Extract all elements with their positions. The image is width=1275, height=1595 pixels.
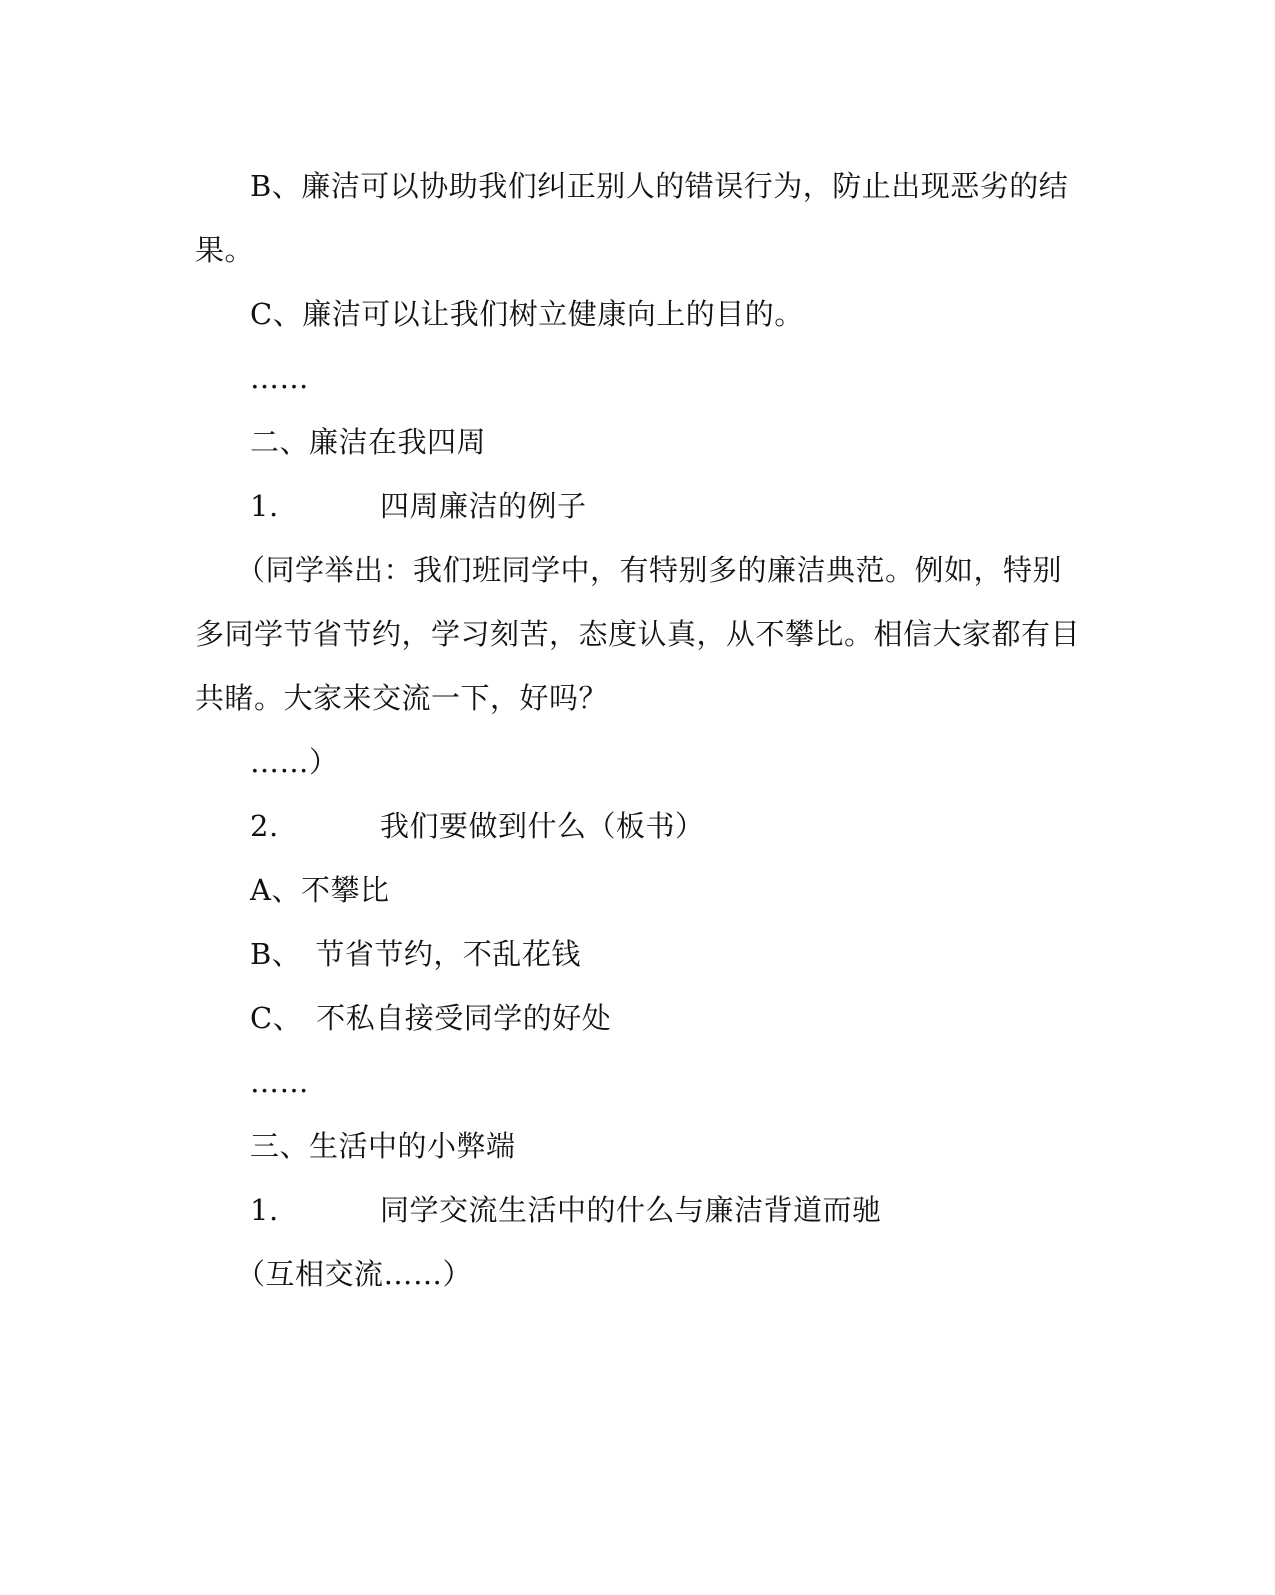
paragraph-option-b bbox=[250, 154, 1130, 218]
list-number: 1. bbox=[250, 1193, 279, 1227]
list-item-1 bbox=[250, 474, 1130, 538]
text-line: …… bbox=[250, 361, 309, 395]
text-line: B、廉洁可以协助我们纠正别人的错误行为，防止出现恶劣的结 bbox=[250, 169, 1069, 203]
text-line: 多同学节省节约，学习刻苦，态度认真，从不攀比。相信大家都有目 bbox=[195, 617, 1081, 651]
list-text: 四周廉洁的例子 bbox=[380, 489, 587, 523]
sub-item-text: 节省节约，不乱花钱 bbox=[315, 937, 581, 971]
sub-item-marker: C、 bbox=[250, 1001, 303, 1035]
text-line: 果。 bbox=[195, 233, 255, 267]
sub-item-text: 不私自接受同学的好处 bbox=[316, 1001, 612, 1035]
ellipsis-close-line bbox=[250, 730, 1130, 794]
paragraph-example-cont-1 bbox=[195, 602, 1081, 666]
sub-item-c bbox=[250, 986, 1130, 1050]
text-line: 共睹。大家来交流一下，好吗？ bbox=[195, 681, 609, 715]
section-title: 二、廉洁在我四周 bbox=[250, 425, 487, 459]
list-number: 2. bbox=[250, 809, 279, 843]
ellipsis-line bbox=[250, 346, 1130, 410]
paragraph-option-c bbox=[250, 282, 1130, 346]
ellipsis-line bbox=[250, 1050, 1130, 1114]
sub-item-marker: B、 bbox=[250, 937, 302, 971]
text-line: C、廉洁可以让我们树立健康向上的目的。 bbox=[250, 297, 804, 331]
text-line: （同学举出：我们班同学中，有特别多的廉洁典范。例如，特别 bbox=[236, 553, 1063, 587]
paragraph-exchange bbox=[236, 1242, 1116, 1306]
paragraph-example-cont-2 bbox=[195, 666, 1075, 730]
text-line: ……） bbox=[250, 745, 339, 779]
sub-item-b bbox=[250, 922, 1130, 986]
list-text: 同学交流生活中的什么与廉洁背道而驰 bbox=[380, 1193, 882, 1227]
text-line: （互相交流……） bbox=[236, 1257, 473, 1291]
list-item-3 bbox=[250, 1178, 1130, 1242]
section-heading-2 bbox=[250, 410, 1130, 474]
list-item-2 bbox=[250, 794, 1130, 858]
list-text: 我们要做到什么（板书） bbox=[380, 809, 705, 843]
paragraph-option-b-cont bbox=[195, 218, 1075, 282]
list-number: 1. bbox=[250, 489, 279, 523]
sub-item-a bbox=[250, 858, 1130, 922]
text-line: A、不攀比 bbox=[250, 873, 390, 907]
section-heading-3 bbox=[250, 1114, 1130, 1178]
text-line: …… bbox=[250, 1065, 309, 1099]
section-title: 三、生活中的小弊端 bbox=[250, 1129, 516, 1163]
paragraph-example bbox=[236, 538, 1116, 602]
